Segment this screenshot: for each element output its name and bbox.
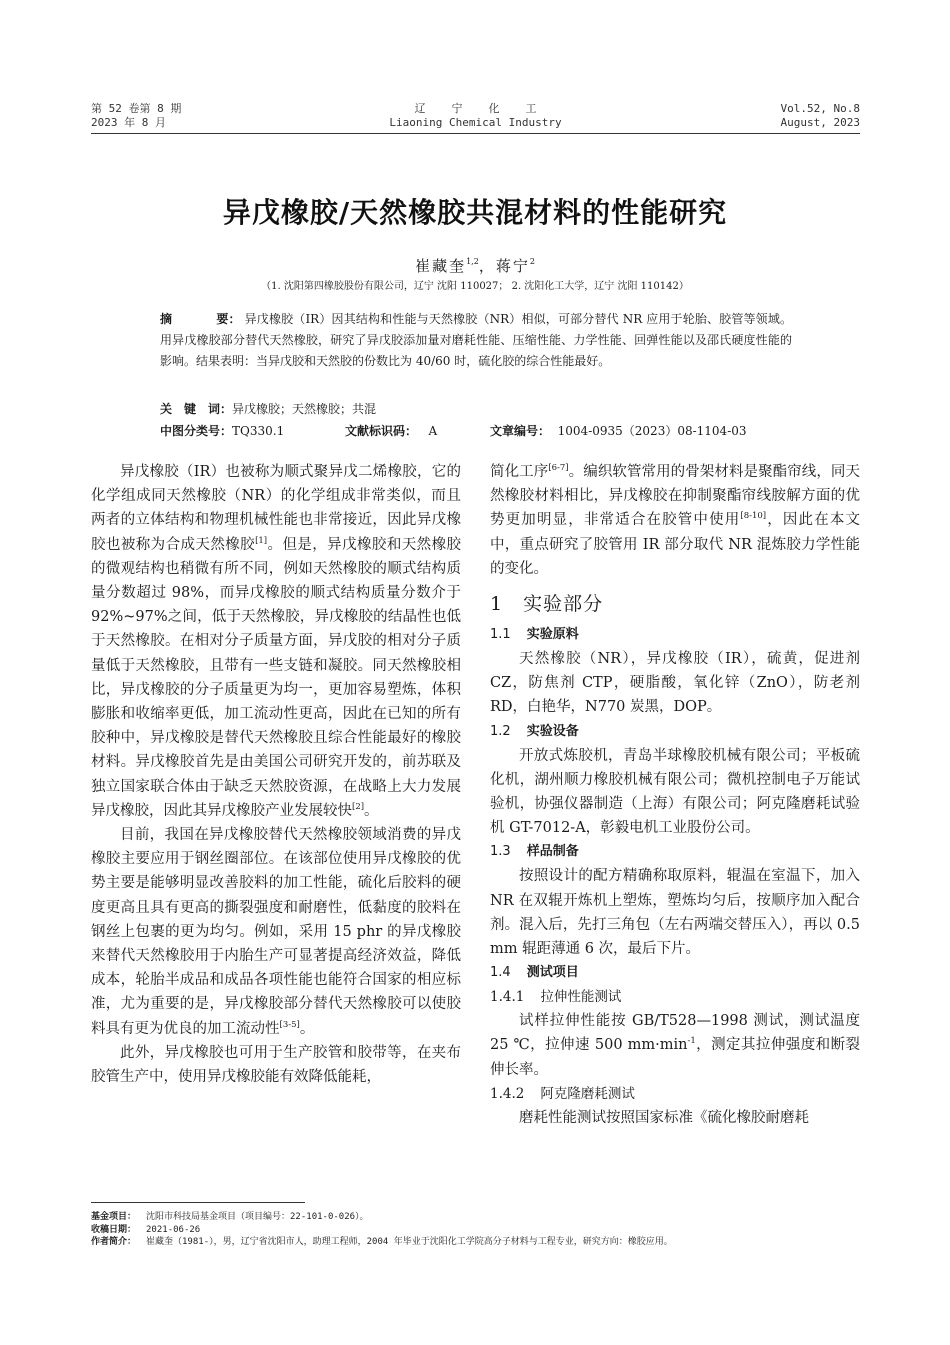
journal-name [91,102,860,130]
subsection-title: 实验设备 [526,723,579,739]
subsection-title: 实验原料 [526,627,579,643]
abstract [160,309,792,372]
subsection-title: 测试项目 [526,965,579,981]
body-paragraph: 天然橡胶（NR），异戊橡胶（IR），硫黄，促进剂 CZ，防焦剂 CTP，硬脂酸，氧化锌（ZnO），防老剂 RD，白艳华，N770 炭黑，DOP。 [490,651,860,716]
subsubsection-title: 拉伸性能测试 [540,989,622,1006]
abstract-label [160,312,241,326]
journal-name-cn: 辽宁化工 [414,102,563,115]
section-title: 实验部分 [523,593,604,616]
subsection-heading [490,623,860,647]
volume-issue-en: Vol.52, No.8 [780,102,860,115]
abstract-label-char: 摘 [160,312,173,326]
body-paragraph: 异戊橡胶（IR）也被称为顺式聚异戊二烯橡胶，它的化学组成同天然橡胶（NR）的化学组成非常类似，而且两者的立体结构和物理机械性能也非常接近，因此异戊橡胶也被称为合成天然橡胶[1]。但是，异戊橡胶和天然橡胶的微观结构也稍微有所不同，例如天然橡胶的顺式结构质量分数超过 98%，而异戊橡胶的顺式结构质量分数介于 92%~97%之间，低于天然橡胶，异戊橡胶的结晶性也低于天然橡胶。在相对分子质量方面，异戊胶的相对分子质量低于天然橡胶，且带有一些支链和凝胶。同天然橡胶相比，异戊橡胶的分子质量更为均一，更加容易塑炼，体积膨胀和收缩率更低，加工流动性更高，因此在已知的所有胶种中，异戊橡胶是替代天然橡胶且综合性能最好的橡胶材料。异戊橡胶首先是由美国公司研究开发的，前苏联及独立国家联合体由于缺乏天然胶资源，在战略上大力发展异戊橡胶，因此其异戊橡胶产业发展较快[2]。 [91,464,461,819]
body-column-right [490,460,860,1130]
subsection-number: 1.4 [490,965,511,981]
footnote-label: 作者简介： [91,1237,137,1247]
document-code [345,421,437,441]
body-paragraph: 简化工序[6-7]。编织软管常用的骨架材料是聚酯帘线，同天然橡胶材料相比，异戊橡胶在抑制聚酯帘线胺解方面的优势更加明显，非常适合在胶管中使用[8-10]，因此在本文中，重点研究了胶管用 IR 部分取代 NR 混炼胶力学性能的变化。 [490,463,861,577]
keywords [160,399,792,419]
body-paragraph: 目前，我国在异戊橡胶替代天然橡胶领域消费的异戊橡胶主要应用于钢丝圈部位。在该部位使用异戊橡胶的优势主要是能够明显改善胶料的加工性能，硫化后胶料的硬度更高且具有更高的撕裂强度和耐磨性，低黏度的胶料在钢丝上包裹的更为均匀。例如，采用 15 phr 的异戊橡胶来替代天然橡胶用于内胎生产可显著提高经济效益，降低成本，轮胎半成品和成品各项性能也能符合国家的相应标准，尤为重要的是，异戊橡胶部分替代天然橡胶可以使胶料具有更为优良的加工流动性[3-5]。 [91,827,461,1037]
subsubsection-heading [490,1082,860,1106]
footnote-rule [91,1202,305,1203]
subsubsection-title: 阿克隆磨耗测试 [540,1085,635,1102]
author-list [0,252,950,276]
citation: [6-7] [548,463,569,473]
article-number [490,421,747,441]
document-code-label: 文献标识码： [345,424,418,438]
citation: [1] [255,535,268,546]
footnote-label: 基金项目： [91,1212,137,1222]
volume-issue: 第 52 卷第 8 期 [91,102,182,115]
author-affiliation-mark: 2 [529,257,535,266]
body-paragraph: 开放式炼胶机，青岛半球橡胶机械有限公司；平板硫化机，湖州顺力橡胶机械有限公司；微机控制电子万能试验机，协强仪器制造（上海）有限公司；阿克隆磨耗试验机 GT-7012-A，彰毅电机工业股份公司。 [490,747,860,837]
subsection-heading [490,720,860,744]
author-separator: ， [478,257,496,275]
author-name: 崔藏奎 [415,257,467,275]
footnote-author-bio [91,1236,881,1249]
body-column-left [91,460,461,1089]
clc-label: 中图分类号： [160,424,233,438]
author-name: 蒋宁 [495,257,530,275]
subsection-number: 1.1 [490,627,511,643]
body-paragraph: 磨耗性能测试按照国家标准《硫化橡胶耐磨耗 [519,1109,809,1126]
section-heading [490,589,860,619]
running-header [91,102,860,134]
body-paragraph: 按照设计的配方精确称取原料，辊温在室温下，加入 NR 在双辊开炼机上塑炼，塑炼均匀后，按顺序加入配合剂。混入后，先打三角包（左右两端交替压入），再以 0.5 mm 辊距薄通 6 次，最后下片。 [490,868,860,958]
footnote-received [91,1224,881,1237]
section-number: 1 [490,593,504,616]
issue-date-en: August, 2023 [780,116,860,129]
clc-value: TQ330.1 [232,424,285,438]
affiliations: （1. 沈阳第四橡胶股份有限公司，辽宁 沈阳 110027； 2. 沈阳化工大学，辽宁 沈阳 110142） [261,281,689,292]
keywords-label: 关 键 词： [160,402,233,416]
journal-name-en: Liaoning Chemical Industry [389,116,562,129]
footnote-text: 2021-06-26 [146,1224,201,1235]
subsubsection-number: 1.4.1 [490,989,525,1006]
journal-issue-en [781,102,860,130]
abstract-label-char: 要： [216,312,241,326]
article-number-label: 文章编号： [490,424,551,438]
article-number-value: 1004-0935（2023）08-1104-03 [557,424,747,438]
subsubsection-heading [490,985,860,1009]
clc-number [160,421,284,441]
footnote-label: 收稿日期： [91,1224,137,1235]
footnote-text: 崔藏奎（1981-），男，辽宁省沈阳市人，助理工程师，2004 年毕业于沈阳化工学院高分子材料与工程专业，研究方向：橡胶应用。 [146,1237,673,1247]
citation: [8-10] [740,511,767,522]
body-paragraph: 试样拉伸性能按 GB/T528—1998 测试，测试温度 25 ℃，拉伸速 500 $mm\cdot\min^{-1}$，测定其拉伸强度和断裂伸长率。 [490,1013,860,1078]
subsubsection-number: 1.4.2 [490,1085,525,1102]
keywords-text: 异戊橡胶；天然橡胶；共混 [232,402,377,416]
footnote-funding [91,1211,881,1224]
issue-date-cn: 2023 年 8 月 [91,116,166,129]
subsection-number: 1.2 [490,723,511,739]
unit-exponent: -1 [687,1036,696,1047]
subsection-title: 样品制备 [526,844,579,860]
citation: [2] [352,801,365,812]
footnote-text: 沈阳市科技局基金项目（项目编号：22-101-0-026）。 [146,1212,369,1222]
abstract-text: 异戊橡胶（IR）因其结构和性能与天然橡胶（NR）相似，可部分替代 NR 应用于轮胎、胶管等领域。用异戊橡胶部分替代天然橡胶，研究了异戊胶添加量对磨耗性能、压缩性能、力学性能、回弹性能以及邵氏硬度性能的影响。结果表明：当异戊胶和天然胶的份数比为 40/60 时，硫化胶的综合性能最好。 [160,312,792,368]
subsection-number: 1.3 [490,844,511,860]
citation: [3-5] [279,1019,300,1030]
subsection-heading [490,961,860,985]
subsection-heading [490,840,860,864]
document-code-value: A [428,424,438,438]
author-affiliation-mark: 1,2 [466,257,479,266]
body-paragraph: 此外，异戊橡胶也可用于生产胶管和胶带等，在夹布胶管生产中，使用异戊橡胶能有效降低能耗， [91,1044,461,1086]
paper-title: 异戊橡胶/天然橡胶共混材料的性能研究 [222,196,728,229]
footnotes [91,1211,881,1249]
